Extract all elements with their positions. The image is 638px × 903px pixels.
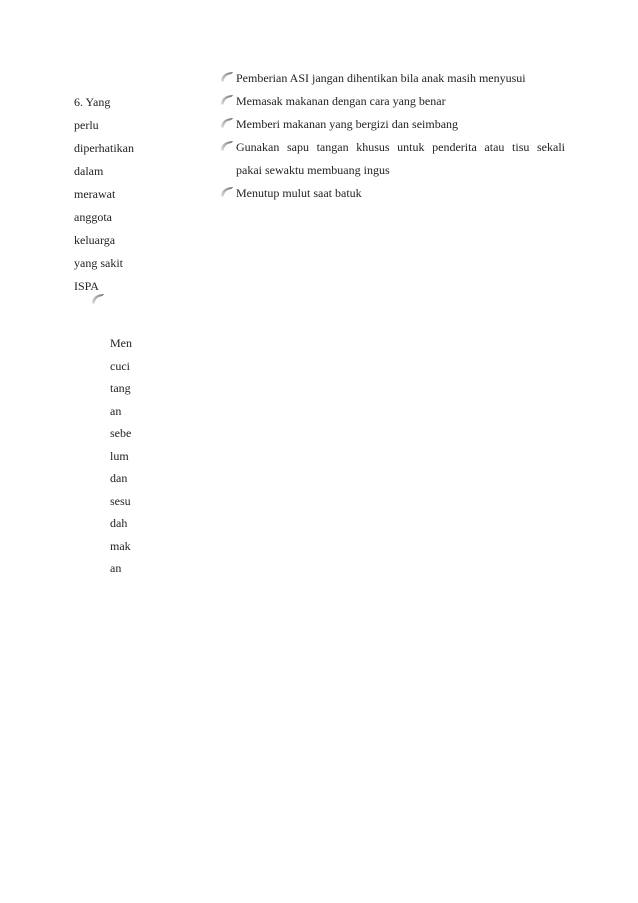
sub-item-line: lum	[110, 448, 129, 463]
list-item	[220, 93, 565, 116]
bullet-list	[220, 70, 565, 208]
heading-line: yang sakit	[74, 256, 123, 270]
list-item	[220, 185, 565, 208]
sub-item-line: tang	[110, 381, 131, 395]
bullet-swoosh-icon	[220, 186, 234, 197]
list-item-text: Gunakan sapu tangan khusus untuk penderita atau tisu sekali	[236, 140, 565, 154]
heading-line: diperhatikan	[74, 141, 134, 155]
list-item	[220, 116, 565, 139]
bullet-swoosh-icon	[220, 94, 234, 105]
bullet-swoosh-icon	[220, 140, 234, 151]
sub-item-text	[110, 335, 150, 583]
sub-item-line: dah	[110, 516, 128, 530]
sub-item-line: an	[110, 403, 122, 418]
heading-line: dalam	[74, 164, 104, 178]
list-item	[220, 70, 565, 93]
heading-line: keluarga	[74, 233, 116, 247]
list-item-text: Pemberian ASI jangan dihentikan bila anak masih menyusui	[236, 71, 526, 85]
sub-item-line: cuci	[110, 358, 130, 373]
sub-item-line: sesu	[110, 493, 131, 508]
bullet-swoosh-icon	[91, 293, 105, 304]
heading-line: ISPA	[74, 279, 99, 293]
list-item	[220, 139, 565, 185]
sub-item-line: an	[110, 561, 122, 575]
section-heading	[74, 94, 164, 301]
sub-item-line: mak	[110, 538, 131, 553]
sub-item-line: Men	[110, 336, 132, 350]
list-item-text: Menutup mulut saat batuk	[236, 186, 362, 200]
list-item-text: Memasak makanan dengan cara yang benar	[236, 94, 446, 108]
bullet-swoosh-icon	[220, 117, 234, 128]
list-item-text: pakai sewaktu membuang ingus	[236, 163, 390, 177]
heading-line: 6. Yang	[74, 95, 111, 109]
sub-item-line: dan	[110, 471, 128, 485]
bullet-swoosh-icon	[220, 71, 234, 82]
sub-item-line: sebe	[110, 426, 132, 440]
heading-line: merawat	[74, 187, 116, 201]
heading-line: anggota	[74, 210, 112, 224]
list-item-text: Memberi makanan yang bergizi dan seimbang	[236, 117, 459, 131]
heading-line: perlu	[74, 118, 99, 132]
